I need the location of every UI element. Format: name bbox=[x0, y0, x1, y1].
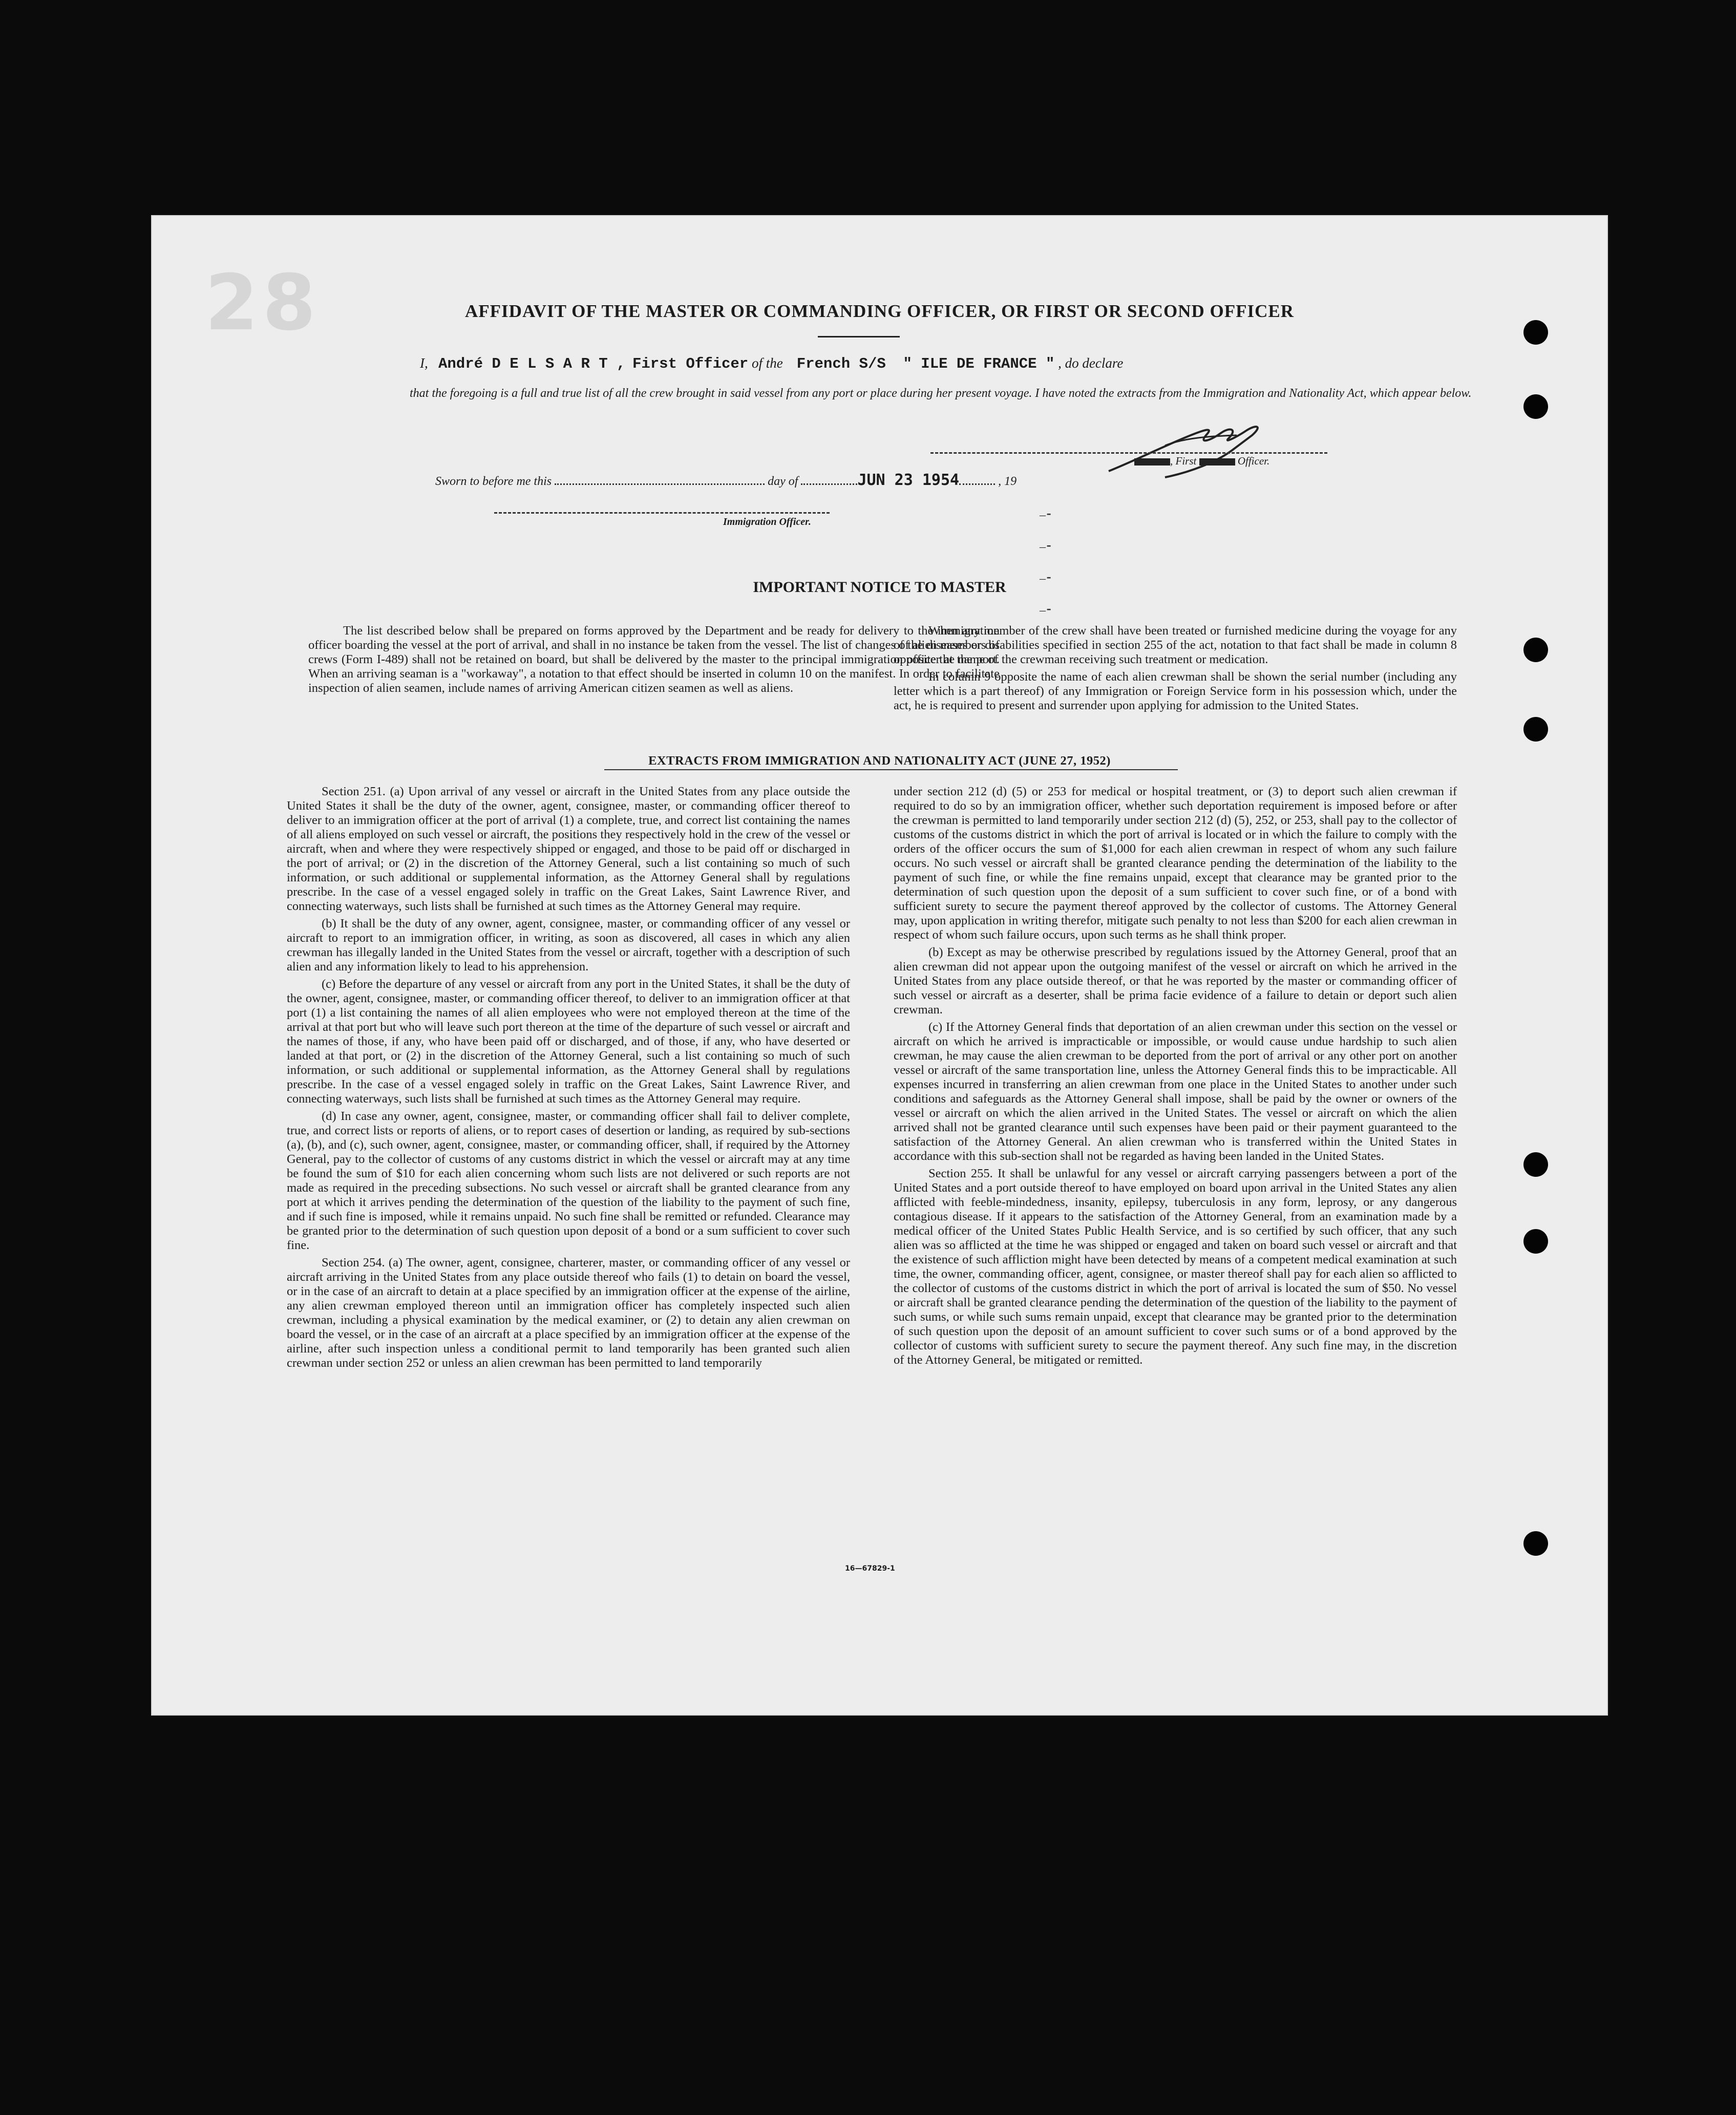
signature-caption: , First Officer. bbox=[1134, 455, 1269, 468]
notice-right-paragraph-2: In column 9 opposite the name of each alien crewman shall be shown the serial number (including any letter which is a part thereof) of any Immigration or Foreign Service form in his possession which, under the act, he is required to present and surrender upon applying for admission to the United States. bbox=[894, 670, 1457, 712]
notice-title: IMPORTANT NOTICE TO MASTER bbox=[753, 579, 1006, 596]
of-the-label: of the bbox=[751, 355, 783, 371]
immigration-officer-label: Immigration Officer. bbox=[723, 516, 811, 527]
section-255: Section 255. It shall be unlawful for any vessel or aircraft carrying passengers between a port of the United States and a port outside thereof to have employed on board upon arrival in the United States any alien afflicted with feeble-mindedness, insanity, epilepsy, tuberculosis in any form, leprosy, or any dangerous contagious disease. If it appears to the satisfaction of the Attorney General, from an examination made by a medical officer of the United States Public Health Service, and is so certified by such officer, that any such alien was so afflicted at the time he was shipped or engaged and taken on board such vessel or aircraft and that the existence of such affliction might have been detected by means of a competent medical examination at such time, the owner, commanding officer, agent, consignee, or master thereof shall pay for each alien so afflicted to the collector of customs of the customs district in which the port of arrival is located the sum of $50. No vessel or aircraft shall be granted clearance pending the determination of the question of the liability to the payment of such sums, or while such sums remain unpaid, except that clearance may be granted prior to the determination of such question upon the deposit of an amount sufficient to cover such sums or of a bond approved by the collector of customs with sufficient surety to secure the payment thereof. Any such fine may, in the discretion of the Attorney General, be mitigated or remitted. bbox=[894, 1167, 1457, 1367]
redaction-mark bbox=[1199, 458, 1235, 466]
section-251-a: Section 251. (a) Upon arrival of any vessel or aircraft in the United States from any place outside the United States it shall be the duty of the owner, agent, consignee, master, or commanding officer thereof to deliver to an immigration officer at the port of arrival (1) a complete, true, and correct list containing the names of all aliens employed on such vessel or aircraft, the positions they respectively hold in the crew of the vessel or aircraft, when and where they were respectively shipped or engaged, and those to be paid off or discharged in the port of arrival; or (2) in the discretion of the Attorney General, such a list containing so much of such information, or such additional or supplemental information, as the Attorney General shall by regulations prescribe. In the case of a vessel engaged solely in traffic on the Great Lakes, Saint Lawrence River, and connecting waterways, such lists shall be furnished at such times as the Attorney General may require. bbox=[287, 785, 850, 913]
vessel-nationality: French S/S bbox=[796, 355, 886, 372]
document-page bbox=[151, 215, 1608, 1716]
sworn-date-stamp: JUN 23 1954 bbox=[857, 471, 960, 489]
extracts-title: EXTRACTS FROM IMMIGRATION AND NATIONALITY ACT (JUNE 27, 1952) bbox=[648, 754, 1111, 768]
extracts-left-column bbox=[287, 785, 850, 1370]
punch-hole bbox=[1523, 394, 1548, 419]
officer-rank: First Officer bbox=[632, 355, 749, 372]
notice-left-paragraph: The list described below shall be prepared on forms approved by the Department and be ready for delivery to the immigration officer boarding the vessel at the port of arrival, and shall in no instance be taken from the vessel. The list of changes of alien members of crews (Form I-489) shall not be retained on board, but shall be delivered by the master to the principal immigration officer at the port. When an arriving seaman is a "workaway", a notation to that effect should be inserted in column 10 on the manifest. In order to facilitate inspection of alien seamen, include names of arriving American citizen seamen as well as aliens. bbox=[308, 624, 1000, 695]
section-251-c: (c) Before the departure of any vessel or aircraft from any port in the United States, it shall be the duty of the owner, agent, consignee, master, or commanding officer thereof, to deliver to an immigration officer at that port (1) a list containing the names of all alien employees who were not employed thereon at the time of the arrival at that port but who will leave such port thereon at the time of the departure of such vessel or aircraft and the names of those, if any, who have been paid off or discharged, and of those, if any, who have deserted or landed at that port, or (2) in the discretion of the Attorney General, such a list containing so much of such information, or such additional or supplemental information, as the Attorney General shall by regulations prescribe. In the case of a vessel engaged solely in traffic on the Great Lakes, Saint Lawrence River, and connecting waterways, such lists shall be furnished at such times as the Attorney General may require. bbox=[287, 977, 850, 1106]
declaration-body: that the foregoing is a full and true list of all the crew brought in said vessel from any port or place during her present voyage. I have noted the extracts from the Immigration and Nationality Act, which appear below. bbox=[410, 387, 1472, 400]
punch-hole bbox=[1523, 1531, 1548, 1556]
extracts-rule bbox=[604, 769, 1178, 770]
section-251-d: (d) In case any owner, agent, consignee, master, or commanding officer shall fail to deliver complete, true, and correct lists or reports of aliens, or to report cases of desertion or landing, as required by sub-sections (a), (b), and (c), such owner, agent, consignee, master, or commanding officer, shall, if required by the Attorney General, pay to the collector of customs of any customs district in which the vessel or aircraft may at any time be found the sum of $10 for each alien concerning whom such lists are not delivered or such reports are not made as required in the preceding subsections. No such vessel or aircraft shall be granted clearance from any port at which it arrives pending the determination of the question of the liability to the payment of such fine, and if such fine is imposed, while it remains unpaid. No such fine shall be remitted or refunded. Clearance may be granted prior to the determination of such question upon deposit of a bond or a sum sufficient to cover such fine. bbox=[287, 1109, 850, 1252]
officer-signature bbox=[1104, 415, 1273, 481]
sworn-day-label: day of bbox=[768, 475, 798, 488]
declaration-prefix: I, bbox=[420, 355, 428, 371]
section-254-a-continued: under section 212 (d) (5) or 253 for medical or hospital treatment, or (3) to deport such alien crewman if required to do so by an immigration officer, whether such deportation requirement is imposed before or after the crewman is permitted to land temporarily under section 212 (d) (5), 252, or 253, shall pay to the collector of customs of the customs district in which the port of arrival is located or in which the failure to comply with the orders of the officer occurs the sum of $1,000 for each alien crewman in respect of whom any such failure occurs. No such vessel or aircraft shall be granted clearance pending the determination of the liability to the payment of such fine, or while the fine remains unpaid, except that clearance may be granted prior to the determination of such question upon the deposit of a sum sufficient to cover such fine, or of a bond with sufficient surety to secure the payment thereof approved by the collector of customs. The Attorney General may, upon application in writing therefor, mitigate such penalty to not less than $200 for each alien crewman in respect of whom such failure occurs, upon such terms as he shall think proper. bbox=[894, 785, 1457, 942]
section-251-b: (b) It shall be the duty of any owner, agent, consignee, master, or commanding officer of any vessel or aircraft to report to an immigration officer, in writing, as soon as discovered, all cases in which any alien crewman has illegally landed in the United States from the vessel or aircraft, together with a description of such alien and any information likely to lead to his apprehension. bbox=[287, 917, 850, 974]
punch-hole bbox=[1523, 717, 1548, 742]
do-declare-label: , do declare bbox=[1058, 355, 1124, 371]
title-rule bbox=[818, 336, 900, 337]
section-254-a: Section 254. (a) The owner, agent, consignee, charterer, master, or commanding officer of any vessel or aircraft arriving in the United States from any place outside thereof who fails (1) to detain on board the vessel, or in the case of an aircraft to detain at a place specified by an immigration officer at the expense of the airline, any alien crewman employed thereon until an immigration officer has completely inspected such alien crewman, including a physical examination by the medical examiner, or (2) to detain any alien crewman on board the vessel, or in the case of an aircraft at a place specified by an immigration officer at the expense of the airline, after such inspection unless a conditional permit to land temporarily has been granted such alien crewman under section 252 or unless an alien crewman has been permitted to land temporarily bbox=[287, 1256, 850, 1370]
redaction-mark bbox=[1134, 458, 1170, 466]
vessel-name: " ILE DE FRANCE " bbox=[903, 355, 1055, 372]
signature-line bbox=[930, 452, 1327, 454]
punch-hole bbox=[1523, 320, 1548, 345]
margin-dash-marks: –⁃ –⁃ –⁃ –⁃ bbox=[1040, 509, 1052, 617]
immigration-officer-line bbox=[494, 512, 830, 514]
sworn-prefix: Sworn to before me this bbox=[435, 475, 552, 488]
sworn-line bbox=[435, 471, 1017, 489]
officer-name: André D E L S A R T , bbox=[438, 355, 626, 372]
declaration-line bbox=[420, 355, 1123, 372]
punch-hole bbox=[1523, 1152, 1548, 1177]
bleed-through-stamp: 28 bbox=[205, 259, 320, 348]
punch-hole bbox=[1523, 638, 1548, 662]
form-number: 16—67829-1 bbox=[845, 1564, 895, 1573]
section-254-b: (b) Except as may be otherwise prescribed by regulations issued by the Attorney General, proof that an alien crewman did not appear upon the outgoing manifest of the vessel or aircraft on which he arrived in the United States from any place outside thereof, or that he was reported by the master or commanding officer of such vessel or aircraft as a deserter, shall be prima facie evidence of a failure to detain or deport such alien crewman. bbox=[894, 945, 1457, 1017]
notice-right-paragraph-1: When any member of the crew shall have been treated or furnished medicine during the voyage for any of the diseases or disabilities specified in section 255 of the act, notation to that fact shall be made in column 8 opposite the name of the crewman receiving such treatment or medication. bbox=[894, 624, 1457, 666]
punch-hole bbox=[1523, 1229, 1548, 1254]
notice-right-text bbox=[894, 624, 1457, 713]
affidavit-title: AFFIDAVIT OF THE MASTER OR COMMANDING OFFICER, OR FIRST OR SECOND OFFICER bbox=[465, 301, 1294, 321]
section-254-c: (c) If the Attorney General finds that deportation of an alien crewman under this section on the vessel or aircraft on which he arrived is impracticable or impossible, or would cause undue hardship to such alien crewman, he may cause the alien crewman to be deported from the port of arrival or any other port on another vessel or aircraft of the same transportation line, unless the Attorney General finds this to be impracticable. All expenses incurred in transferring an alien crewman from one place in the United States to another under such conditions and safeguards as the Attorney General shall impose, shall be paid by the owner or owners of the vessel or aircraft on which the alien arrived in the United States. The vessel or aircraft on which the alien arrived shall not be granted clearance until such expenses have been paid or their payment guaranteed to the satisfaction of the Attorney General. An alien crewman who is transferred within the United States in accordance with this sub-section shall not be regarded as having been landed in the United States. bbox=[894, 1020, 1457, 1163]
extracts-right-column bbox=[894, 785, 1457, 1367]
sworn-year-label: , 19 bbox=[998, 475, 1017, 488]
